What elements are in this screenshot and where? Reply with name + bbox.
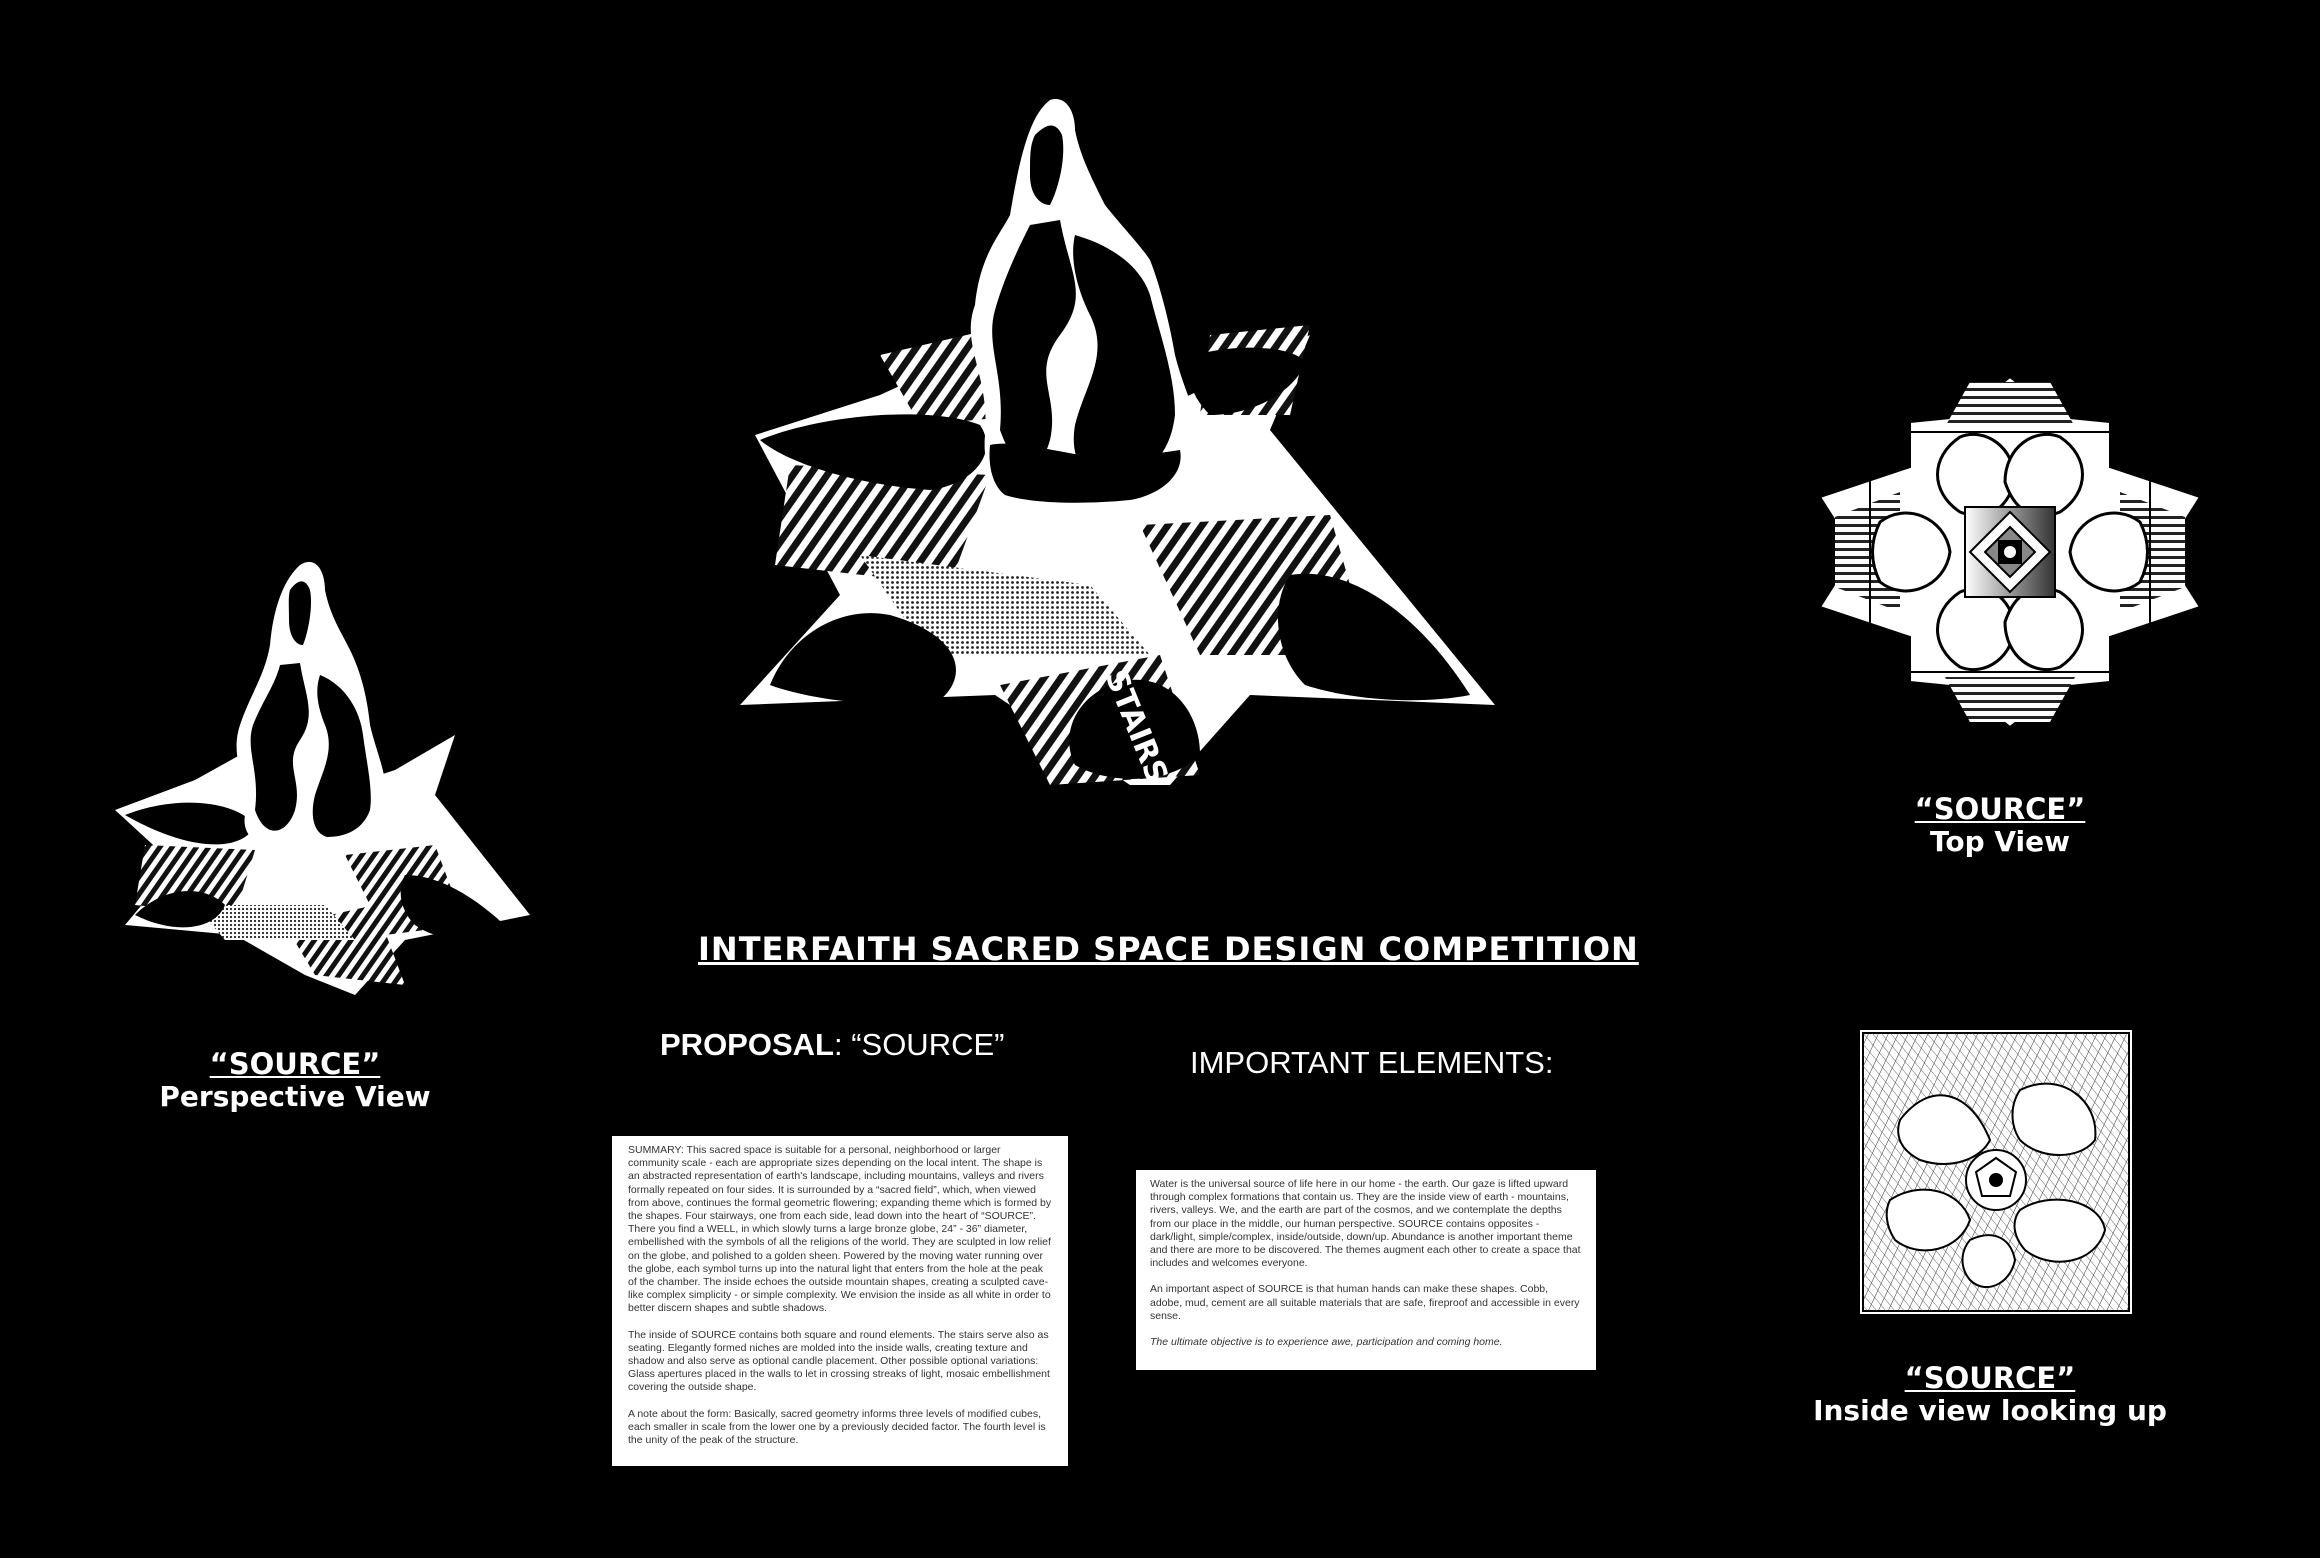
perspective-view-caption-sub: Perspective View	[159, 1080, 431, 1114]
proposal-value: : “SOURCE”	[833, 1027, 1005, 1062]
top-view-drawing	[1810, 372, 2210, 732]
perspective-view-drawing	[105, 555, 535, 995]
summary-paragraph-2: The inside of SOURCE contains both square and round elements. The stairs serve also as seating. Elegantly formed niches are molded into the inside walls, creating texture and shadow and also serve as optional candle placement. Other possible optional variations: Glass apertures placed in the walls to let in crossing streaks of light, mosaic embellishment covering the outside shape.	[628, 1328, 1050, 1394]
important-elements-panel	[1136, 1170, 1596, 1370]
top-view-caption-sub: Top View	[1929, 825, 2071, 859]
stairs-label: STAIRS	[1097, 664, 1175, 789]
top-view-caption	[1850, 793, 2150, 859]
proposal-label: PROPOSAL	[660, 1027, 834, 1062]
perspective-view-caption	[130, 1048, 460, 1114]
inside-view-caption-sub: Inside view looking up	[1813, 1394, 2167, 1428]
summary-paragraph-1: SUMMARY: This sacred space is suitable for a personal, neighborhood or larger community scale - each are appropriate sizes depending on the local intent. The shape is an abstracted representation of earth's landscape, including mountains, valleys and rivers formally repeated on four sides. It is surrounded by a “sacred field”, which, when viewed from above, continues the formal geometric flowering; expanding theme which is formed by the shapes. Four stairways, one from each side, lead down into the heart of “SOURCE”. There you find a WELL, in which slowly turns a large bronze globe, 24” - 36” diameter, embellished with the symbols of all the religions of the world. They are sculpted in low relief on the globe, and polished to a golden sheen. Powered by the moving water running over the globe, each symbol turns up into the natural light that enters from the hole at the peak of the chamber. The inside echoes the outside mountain shapes, creating a sculpted cave-like complex simplicity - or simple complexity. We envision the inside as all white in order to better discern shapes and subtle shadows.	[628, 1144, 1052, 1315]
inside-view-caption	[1780, 1362, 2200, 1428]
summary-paragraph-3: A note about the form: Basically, sacred geometry informs three levels of modified cubes, each smaller in scale from the lower one by a previously decided factor. The fourth level is the unity of the peak of the structure.	[628, 1407, 1046, 1447]
inside-view-drawing	[1860, 1030, 2132, 1314]
inside-view-caption-name: “SOURCE”	[1904, 1361, 2076, 1395]
elements-paragraph-3: The ultimate objective is to experience awe, participation and coming home.	[1150, 1336, 1503, 1349]
important-elements-heading: IMPORTANT ELEMENTS:	[1190, 1045, 1554, 1080]
summary-panel	[612, 1136, 1068, 1466]
elements-paragraph-2: An important aspect of SOURCE is that human hands can make these shapes. Cobb, adobe, mud, cement are all suitable materials that are safe, fireproof and accessible in every sense.	[1150, 1283, 1580, 1322]
main-perspective-drawing	[730, 95, 1500, 815]
top-view-caption-name: “SOURCE”	[1914, 792, 2086, 826]
competition-title: INTERFAITH SACRED SPACE DESIGN COMPETITION	[698, 930, 1639, 968]
elements-paragraph-1: Water is the universal source of life here in our home - the earth. Our gaze is lifted upward through complex formations that contain us. They are the inside view of earth - mountains, rivers, valleys. We, and the earth are part of the cosmos, and we contemplate the depths from our place in the middle, our human perspective. SOURCE contains opposites - dark/light, simple/complex, inside/outside, down/up. Abundance is another important theme and there are more to be discovered. The themes augment each other to create a space that includes and welcomes everyone.	[1150, 1178, 1581, 1270]
proposal-heading	[660, 1027, 1004, 1063]
perspective-view-caption-name: “SOURCE”	[209, 1047, 381, 1081]
